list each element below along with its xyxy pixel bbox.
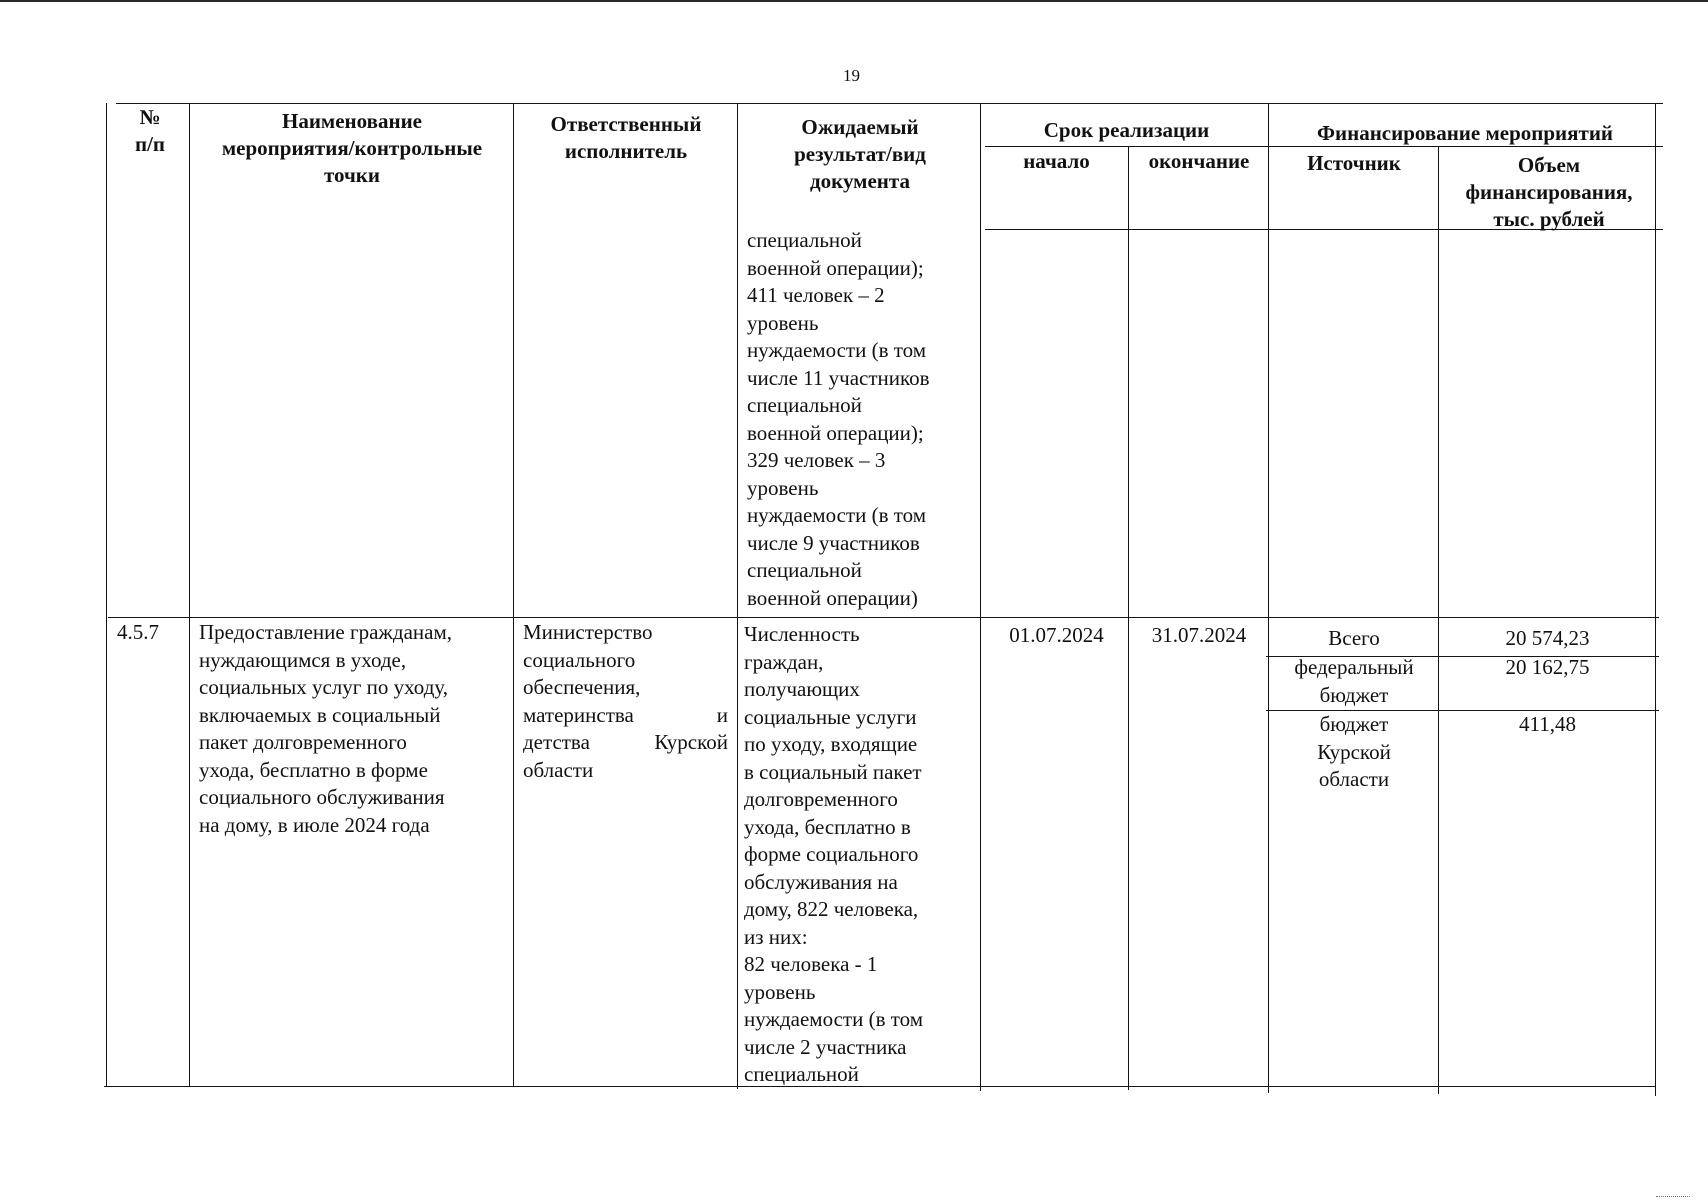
page-number: 19 [843, 66, 860, 85]
header-name: Наименование мероприятия/контрольные точки [221, 109, 483, 187]
scan-corner-mark [1656, 1196, 1690, 1197]
header-result: Ожидаемый результат/вид документа [794, 115, 926, 193]
financing-volume-federal: 20 162,75 [1505, 655, 1590, 679]
financing-volume-regional: 411,48 [1519, 712, 1576, 736]
header-end: окончание [1148, 149, 1250, 173]
financing-source-total: Всего [1328, 626, 1380, 650]
header-responsible: Ответственный исполнитель [550, 112, 702, 163]
row-responsible: Министерство социального обеспечения, материнства и детства Курской области [523, 620, 728, 782]
col-divider-num [189, 103, 190, 1087]
row-number: 4.5.7 [117, 620, 159, 644]
header-period: Срок реализации [1043, 118, 1210, 142]
row-start-date: 01.07.2024 [1009, 623, 1104, 647]
row-end-date: 31.07.2024 [1151, 623, 1247, 647]
continued-result-text: специальной военной операции); 411 человек – 2 уровень нуждаемости (в том числе 11 участников специальной военной операции); 329 человек – 3 уровень нуждаемости (в том числе 9 участников специальной военной операции) [747, 228, 930, 610]
header-num: № п/п [134, 105, 166, 156]
row-name: Предоставление гражданам, нуждающимся в уходе, социальных услуг по уходу, включаемых в социальный пакет долговременного ухода, бесплатно в форме социального обслуживания на дому, в июле 2024 года [199, 620, 453, 837]
table-top-border [116, 103, 1663, 104]
responsible-justified-line: материнства и [523, 702, 728, 727]
scan-edge [0, 0, 1708, 2]
header-volume: Объем финансирования, тыс. рублей [1465, 153, 1633, 231]
financing-volume-total: 20 574,23 [1505, 626, 1590, 650]
col-divider-source [1438, 146, 1439, 1094]
responsible-justified-line: детства Курской [523, 730, 728, 754]
header-source: Источник [1307, 151, 1401, 175]
header-start: начало [1023, 149, 1090, 173]
table-right-border [1655, 103, 1656, 1096]
header-financing: Финансирование мероприятий [1316, 121, 1614, 145]
financing-source-regional: бюджет Курской области [1317, 712, 1391, 791]
col-divider-responsible [737, 103, 738, 1089]
col-divider-start [1128, 146, 1129, 1090]
col-divider-name [513, 103, 514, 1087]
row-separator [108, 617, 1659, 618]
col-divider-result [980, 103, 981, 1091]
col-divider-end [1268, 103, 1269, 1093]
financing-source-federal: федеральный бюджет [1294, 655, 1414, 707]
row-result: Численность граждан, получающих социальные услуги по уходу, входящие в социальный пакет долговременного ухода, бесплатно в форме социального обслуживания на дому, 822 человека, из них: 82 человека - 1 уровень нуждаемости (в том числе 2 участника специальной [744, 622, 924, 1086]
table-left-border [106, 103, 107, 1087]
